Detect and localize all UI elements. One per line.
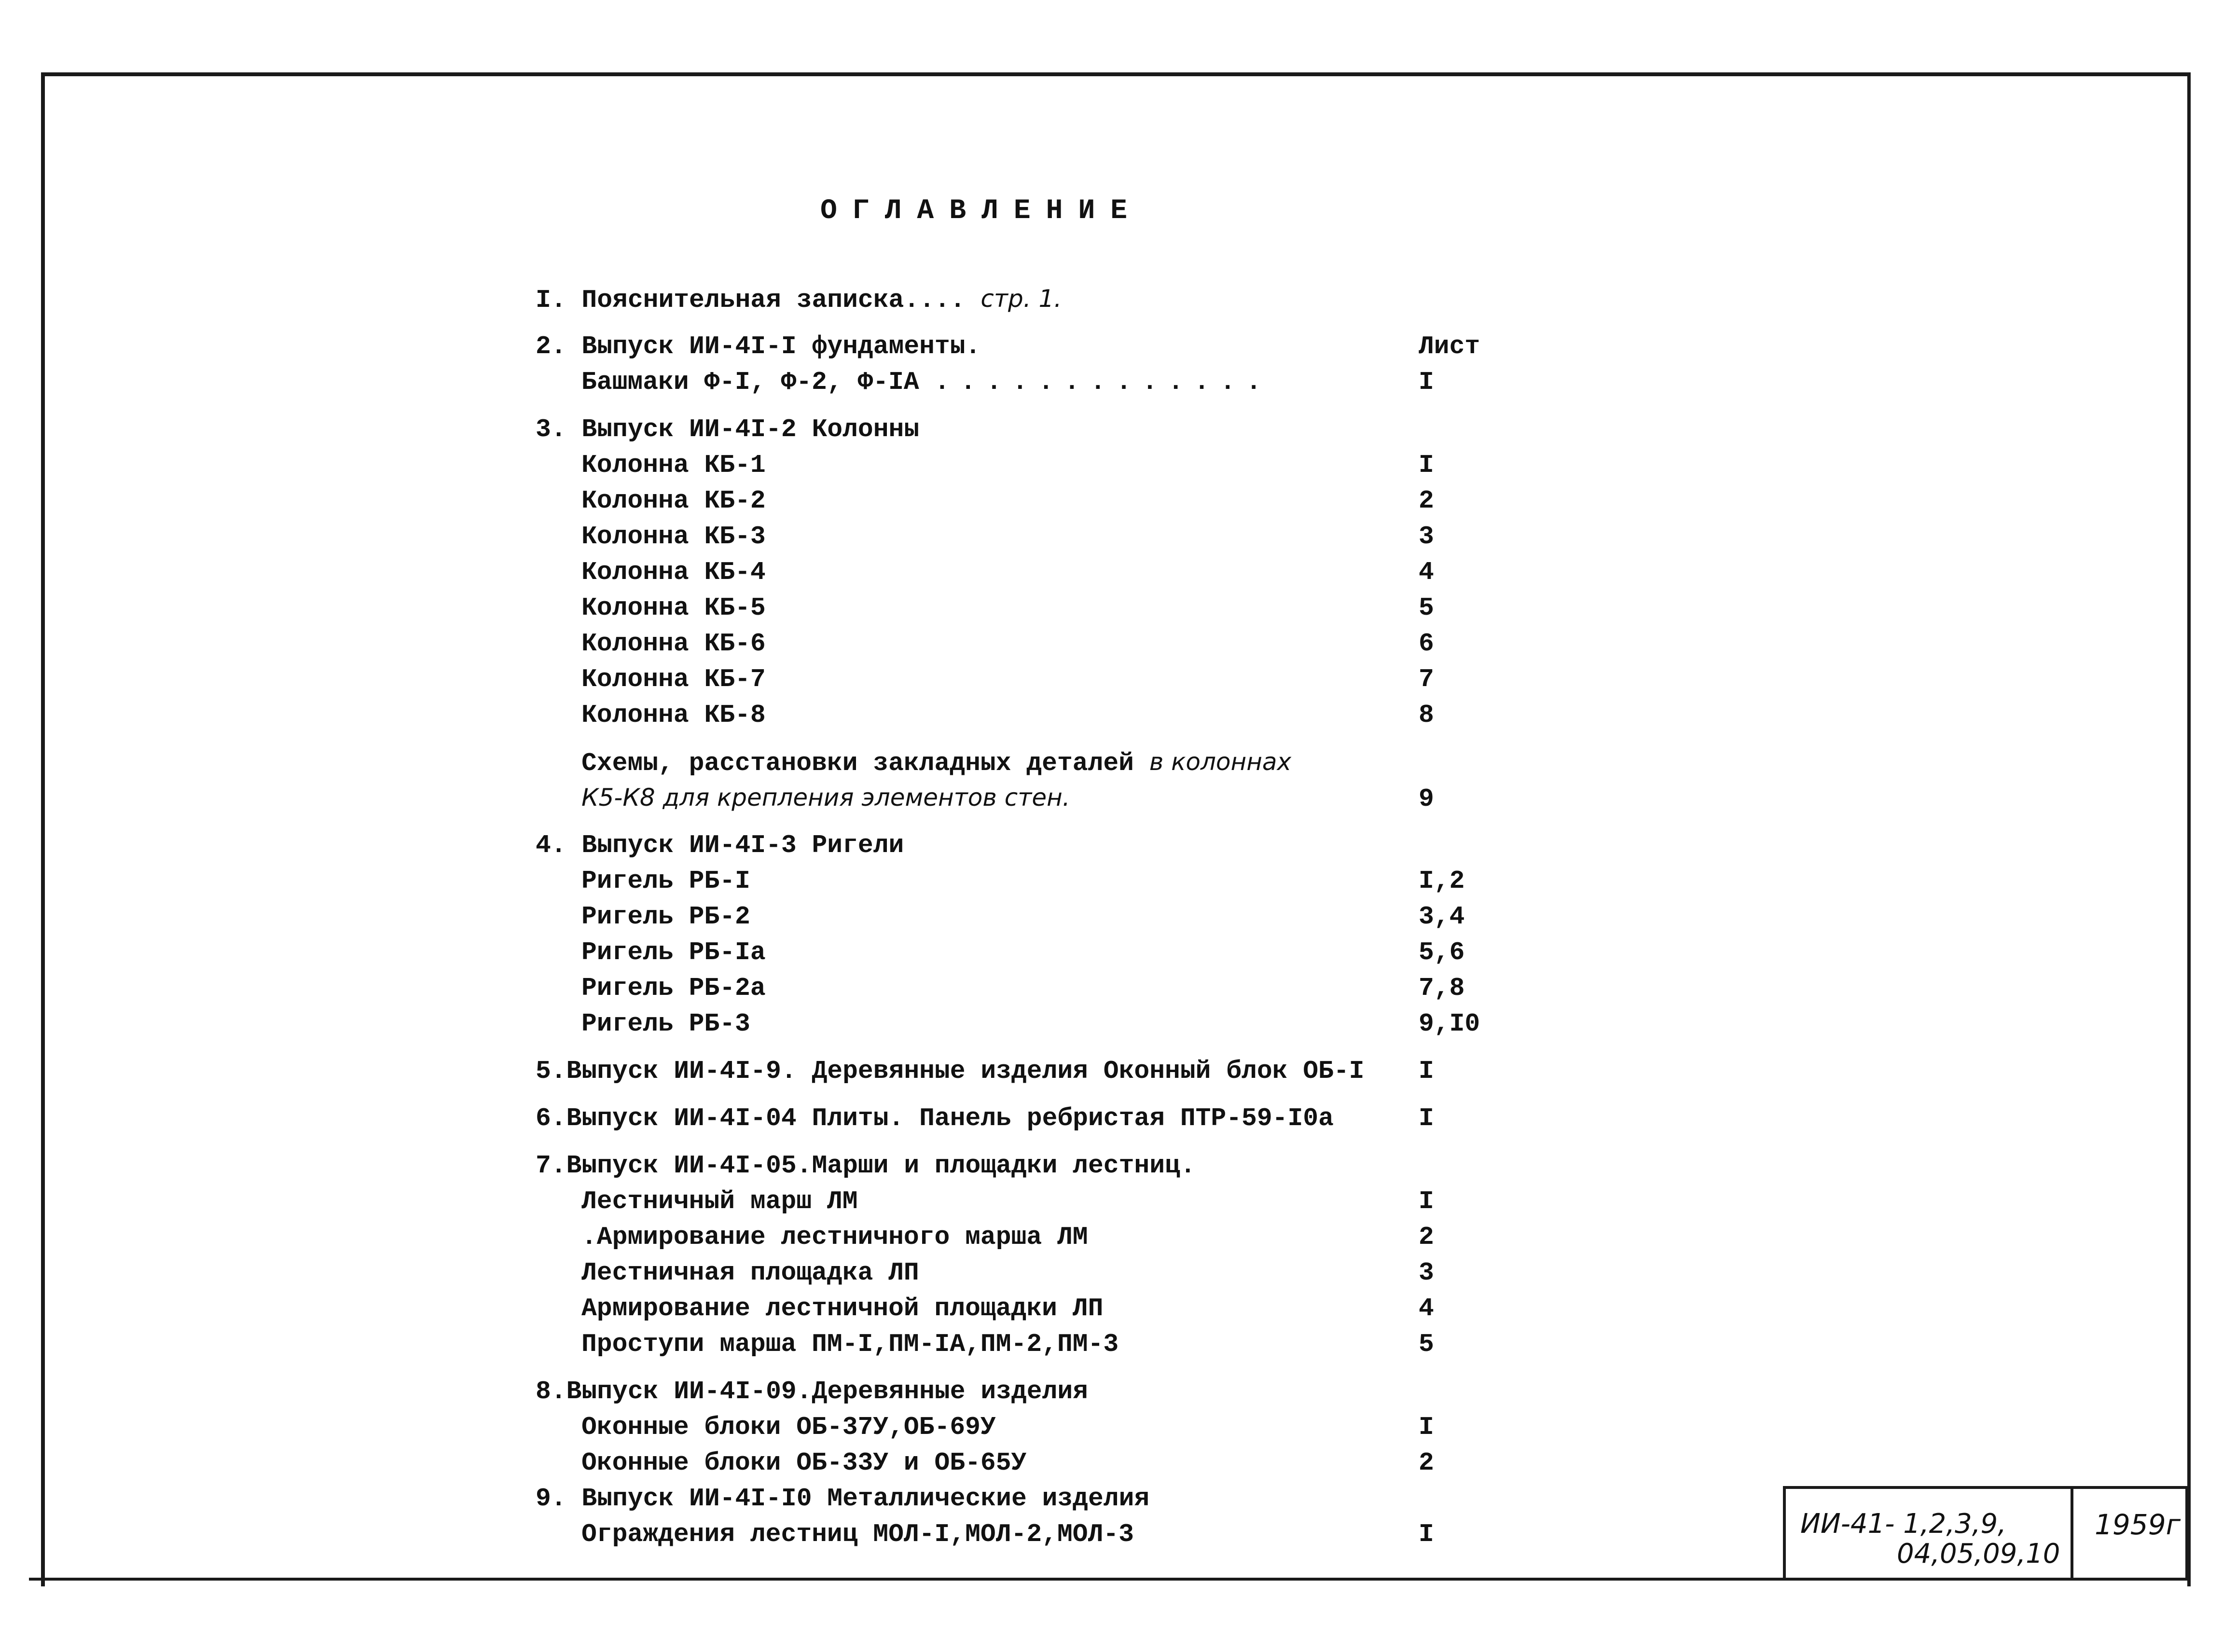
handwritten-note: стр. 1. <box>980 285 1062 313</box>
page-title: ОГЛАВЛЕНИЕ <box>820 195 1143 227</box>
toc-item-6: 6.Выпуск ИИ-4I-04 Плиты. Панель ребристая ПТР-59-I0а I <box>536 1104 1434 1133</box>
toc-subitem: Оконные блоки ОБ-33У и ОБ-65У 2 <box>581 1448 1434 1477</box>
toc-item-1: I. Пояснительная записка.... стр. 1. <box>536 285 1062 315</box>
handwritten-note: К5-К8 для крепления элементов стен. <box>581 784 1070 812</box>
leader-dots: ............. <box>934 368 1272 397</box>
toc-subitem: Ригель РБ-3 9,I0 <box>581 1009 1480 1038</box>
toc-subitem: Колонна КБ-5 5 <box>581 593 1434 622</box>
toc-subitem: Лестничный марш ЛМ I <box>581 1187 1434 1216</box>
toc-item-4: 4. Выпуск ИИ-4I-3 Ригели <box>536 831 904 860</box>
toc-subitem: Колонна КБ-6 6 <box>581 629 1434 658</box>
sheet-column-header: Лист <box>1419 332 1480 361</box>
toc-subitem: Ригель РБ-2а 7,8 <box>581 974 1465 1003</box>
toc-item-9: 9. Выпуск ИИ-4I-I0 Металлические изделия <box>536 1484 1150 1513</box>
document-code: ИИ-41- 1,2,3,9, 04,05,09,10 <box>1800 1508 2060 1569</box>
toc-subitem: Ограждения лестниц МОЛ-I,МОЛ-2,МОЛ-3 I <box>581 1520 1434 1549</box>
toc-subitem: Колонна КБ-1 I <box>581 451 1434 480</box>
toc-subitem: Ригель РБ-Iа 5,6 <box>581 938 1465 967</box>
toc-subitem: К5-К8 для крепления элементов стен. 9 <box>581 784 1434 813</box>
toc-subitem: Колонна КБ-2 2 <box>581 486 1434 515</box>
table-of-contents <box>536 285 1491 1556</box>
toc-subitem: Лестничная площадка ЛП 3 <box>581 1258 1434 1287</box>
toc-subitem: Колонна КБ-4 4 <box>581 558 1434 587</box>
toc-subitem: Башмаки Ф-I, Ф-2, Ф-IА ............. I <box>581 368 1434 397</box>
toc-item-7: 7.Выпуск ИИ-4I-05.Марши и площадки лестниц. <box>536 1151 1196 1180</box>
toc-item-5: 5.Выпуск ИИ-4I-9. Деревянные изделия Оконный блок ОБ-I I <box>536 1057 1434 1086</box>
year: 1959г <box>2095 1508 2181 1541</box>
toc-subitem: Проступи марша ПМ-I,ПМ-IА,ПМ-2,ПМ-3 5 <box>581 1330 1434 1359</box>
toc-subitem: Колонна КБ-3 3 <box>581 522 1434 551</box>
toc-subitem: Схемы, расстановки закладных деталей в колоннах <box>581 748 1292 778</box>
toc-subitem: Ригель РБ-2 3,4 <box>581 902 1465 931</box>
toc-subitem: Армирование лестничной площадки ЛП 4 <box>581 1294 1434 1323</box>
toc-item-8: 8.Выпуск ИИ-4I-09.Деревянные изделия <box>536 1377 1088 1406</box>
toc-item-3: 3. Выпуск ИИ-4I-2 Колонны <box>536 415 920 444</box>
toc-subitem: Оконные блоки ОБ-37У,ОБ-69У I <box>581 1413 1434 1442</box>
title-block-stamp <box>1783 1486 2188 1578</box>
toc-subitem: .Армирование лестничного марша ЛМ 2 <box>581 1223 1434 1252</box>
stamp-divider <box>2071 1489 2073 1581</box>
handwritten-note: в колоннах <box>1149 748 1292 776</box>
frame-bottom-line <box>29 1578 2191 1581</box>
toc-subitem: Колонна КБ-8 8 <box>581 701 1434 730</box>
toc-subitem: Колонна КБ-7 7 <box>581 665 1434 694</box>
toc-item-2: 2. Выпуск ИИ-4I-I фундаменты. Лист <box>536 332 1491 368</box>
toc-subitem: Ригель РБ-I I,2 <box>581 867 1465 895</box>
